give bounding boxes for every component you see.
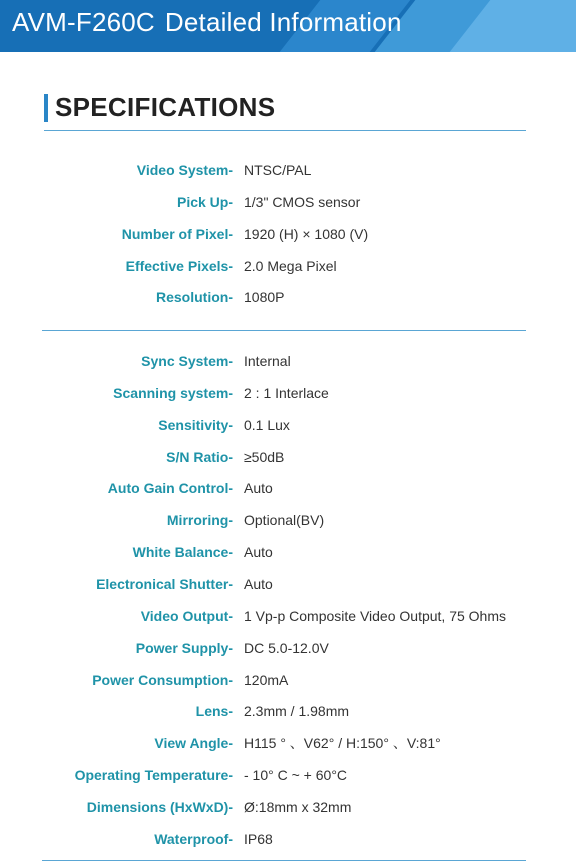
spec-value: 120mA [244,671,289,688]
spec-label: View Angle- [154,735,233,752]
spec-label: Scanning system- [113,384,233,401]
spec-value: Auto [244,480,273,497]
spec-value: Ø:18mm x 32mm [244,798,352,815]
heading-accent-bar [44,94,48,122]
spec-label: Dimensions (HxWxD)- [86,798,233,815]
spec-value: Auto [244,544,273,561]
spec-value: 2 : 1 Interlace [244,384,329,401]
spec-value: Auto [244,575,273,592]
spec-row [0,381,576,405]
spec-label: Lens- [195,703,233,720]
spec-row [0,254,576,278]
spec-label: S/N Ratio- [166,448,233,465]
spec-row [0,540,576,564]
spec-row [0,476,576,500]
section-title: SPECIFICATIONS [55,92,276,122]
spec-value: 0.1 Lux [244,416,290,433]
spec-row [0,190,576,214]
spec-value: Internal [244,353,291,369]
spec-value: 1/3" CMOS sensor [244,193,361,210]
spec-value: 1920 (H) × 1080 (V) [244,225,369,242]
spec-label: Pick Up- [176,193,233,210]
spec-label: Auto Gain Control- [107,480,233,497]
spec-label: Waterproof- [154,830,233,847]
group-divider [42,330,526,331]
spec-row [0,508,576,532]
spec-label: Video Output- [140,607,233,624]
spec-value: 2.3mm / 1.98mm [244,703,350,720]
spec-label: Sync System- [141,353,233,369]
spec-value: NTSC/PAL [244,162,312,178]
spec-row [0,285,576,309]
spec-value: DC 5.0-12.0V [244,639,329,656]
spec-row [0,413,576,437]
spec-value: 2.0 Mega Pixel [244,257,337,274]
spec-row [0,668,576,692]
spec-label: Mirroring- [166,512,233,529]
spec-value: ≥50dB [244,448,285,465]
spec-value: Optional(BV) [244,512,325,529]
spec-row [0,731,576,755]
header-banner [0,0,576,52]
spec-label: Video System- [136,162,233,178]
spec-value: 1 Vp-p Composite Video Output, 75 Ohms [244,607,506,624]
spec-row [0,763,576,787]
spec-label: Resolution- [156,289,233,306]
spec-label: Electronical Shutter- [96,575,233,592]
spec-label: Effective Pixels- [125,257,233,274]
spec-row [0,158,576,182]
spec-label: Number of Pixel- [121,225,233,242]
page-title [12,7,402,38]
spec-row [0,222,576,246]
spec-row [0,636,576,660]
spec-value: H115 ° 、V62° / H:150° 、V:81° [244,735,441,752]
spec-row [0,827,576,851]
spec-row [0,445,576,469]
spec-value: - 10° C ~ + 60°C [244,767,348,784]
spec-row [0,795,576,819]
spec-value: 1080P [244,289,285,306]
spec-row [0,604,576,628]
spec-label: Sensitivity- [158,416,233,433]
spec-row [0,349,576,373]
spec-row [0,699,576,723]
model-name: AVM-F260C [12,7,155,37]
title-text: Detailed Information [164,7,402,37]
spec-label: Power Consumption- [92,671,233,688]
spec-row [0,572,576,596]
section-heading [44,92,526,131]
bottom-divider [42,860,526,861]
spec-label: White Balance- [132,544,233,561]
spec-value: IP68 [244,830,273,847]
spec-label: Operating Temperature- [74,767,233,784]
spec-label: Power Supply- [135,639,233,656]
